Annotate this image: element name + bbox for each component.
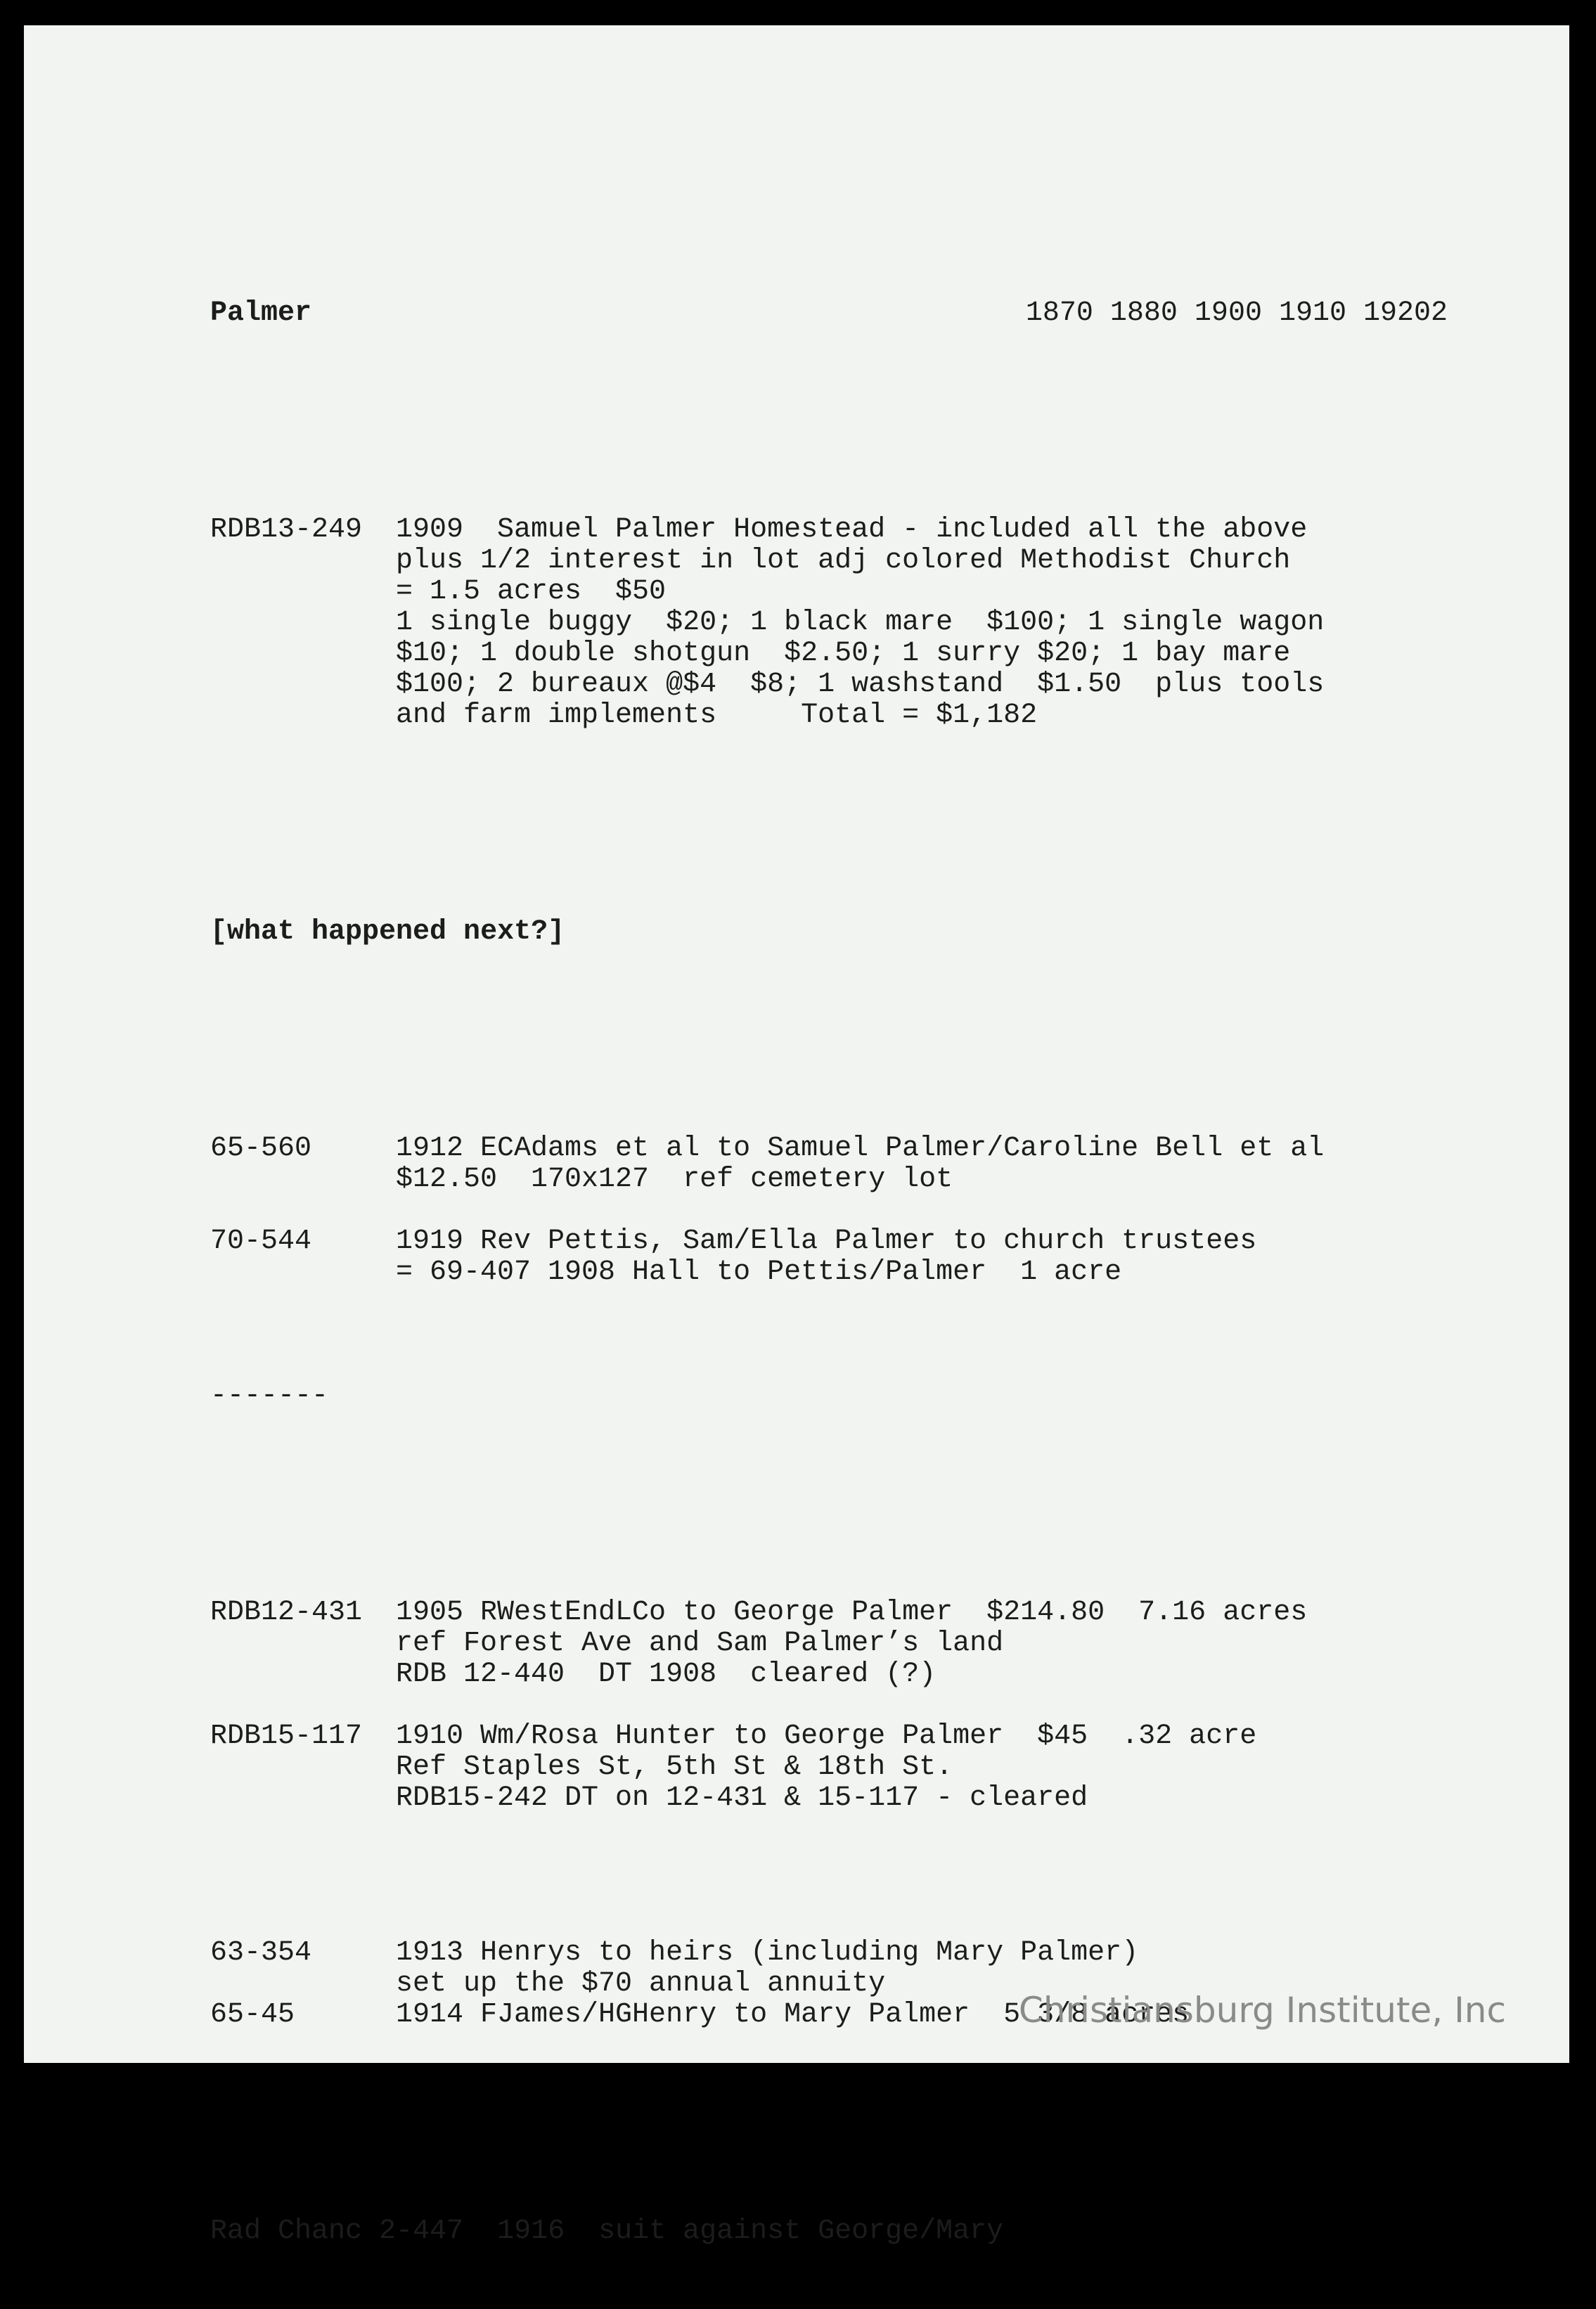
deed-description-line: 1909 Samuel Palmer Homestead - included all the above (396, 514, 1308, 546)
question-note: [what happened next?] (210, 916, 565, 948)
deed-description-line: RDB 12-440 DT 1908 cleared (?) (396, 1659, 937, 1690)
deed-entry-group-1 (210, 1133, 1448, 1288)
deed-description-line: set up the $70 annual annuity (396, 1968, 886, 2000)
homestead-entry-group (210, 515, 1448, 731)
deed-reference: 63-354 (210, 1937, 312, 1969)
deed-description-line: 1919 Rev Pettis, Sam/Ella Palmer to church trustees (396, 1226, 1257, 1257)
deed-description-line: $10; 1 double shotgun $2.50; 1 surry $20; 1 bay mare (396, 638, 1291, 669)
page-header (210, 298, 1448, 329)
deed-entry (210, 1133, 1448, 1195)
deed-description (396, 515, 1324, 731)
chancery-suit-line: Rad Chanc 2-447 1916 suit against George/Mary (210, 2215, 1004, 2247)
deed-reference: 65-560 (210, 1133, 312, 1164)
deed-description-line: 1914 FJames/HGHenry to Mary Palmer 5 3/8 acres (396, 1999, 1190, 2031)
deed-description-line: 1913 Henrys to heirs (including Mary Palmer) (396, 1937, 1139, 1969)
section-divider: ------- (210, 1380, 329, 1412)
deed-description-line: $100; 2 bureaux @$4 $8; 1 washstand $1.50 plus tools (396, 669, 1325, 700)
deed-description-line: ref Forest Ave and Sam Palmer’s land (396, 1628, 1004, 1659)
deed-entry-group-2 (210, 1597, 1448, 1845)
deed-entry (210, 1226, 1448, 1288)
deed-description-line: and farm implements Total = $1,182 (396, 700, 1038, 731)
deed-description-line: = 1.5 acres $50 (396, 576, 667, 607)
deed-entry (210, 1597, 1448, 1690)
deed-reference: 65-45 (210, 1999, 295, 2031)
deed-description (396, 1226, 1256, 1288)
document-page (24, 25, 1569, 2247)
deed-entry (210, 1721, 1448, 1814)
deed-reference: RDB15-117 (210, 1721, 363, 1752)
surname-heading: Palmer (210, 297, 312, 329)
deed-description-line: 1910 Wm/Rosa Hunter to George Palmer $45 .32 acre (396, 1721, 1257, 1752)
deed-reference: 70-544 (210, 1226, 312, 1257)
deed-reference: RDB13-249 (210, 514, 363, 546)
deed-description (396, 1597, 1307, 1690)
deed-description-line: plus 1/2 interest in lot adj colored Methodist Church (396, 545, 1291, 577)
deed-description-line: $12.50 170x127 ref cemetery lot (396, 1164, 953, 1195)
deed-reference: RDB12-431 (210, 1597, 363, 1628)
deed-description (396, 1133, 1324, 1195)
deed-description-line: 1 single buggy $20; 1 black mare $100; 1 single wagon (396, 607, 1325, 638)
deed-description-line: 1912 ECAdams et al to Samuel Palmer/Caroline Bell et al (396, 1133, 1325, 1164)
census-years: 1870 1880 1900 1910 19202 (1025, 297, 1448, 329)
deed-description-line: 1905 RWestEndLCo to George Palmer $214.80 7.16 acres (396, 1597, 1308, 1628)
deed-description-line: = 69-407 1908 Hall to Pettis/Palmer 1 acre (396, 1256, 1122, 1288)
deed-description-line: RDB15-242 DT on 12-431 & 15-117 - cleared (396, 1782, 1088, 1814)
deed-description-line: Ref Staples St, 5th St & 18th St. (396, 1751, 953, 1783)
deed-description (396, 1721, 1256, 1814)
deed-entry (210, 515, 1448, 731)
archive-watermark: Christiansburg Institute, Inc (1018, 1990, 1506, 2031)
